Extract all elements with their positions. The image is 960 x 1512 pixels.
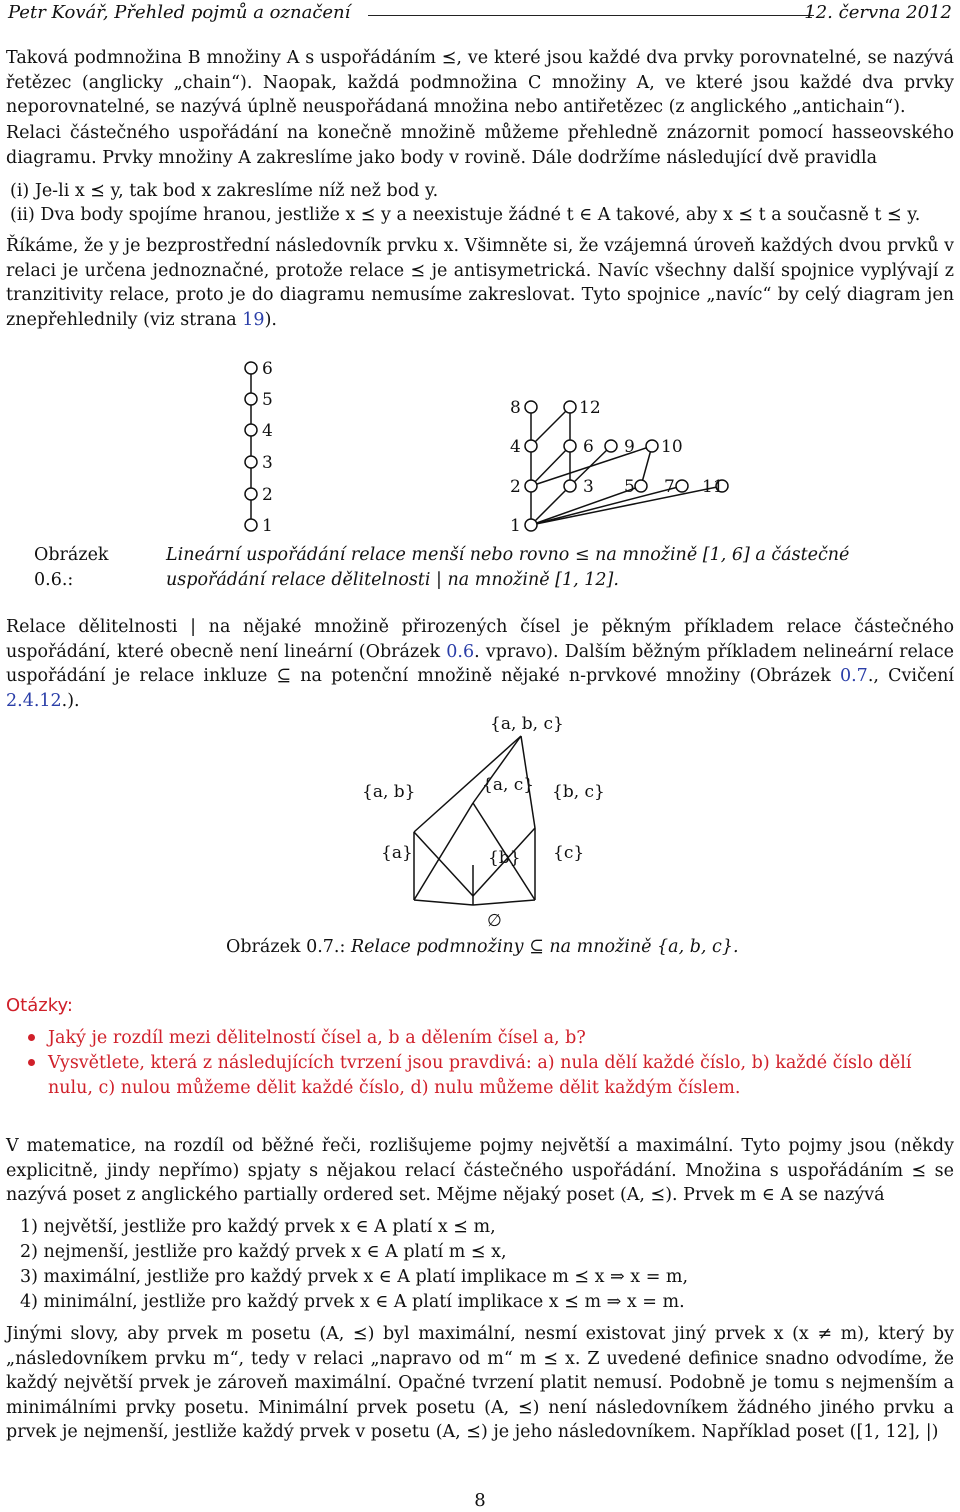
figure-0-7-diagram (0, 700, 960, 940)
figure-0-7-ref-link[interactable]: 0.7 (839, 666, 868, 686)
figure-0-6-caption (166, 543, 936, 593)
div-label-6: 6 (583, 437, 594, 457)
paragraph-successor (6, 234, 954, 332)
div-node-2 (525, 480, 537, 492)
question-1: Jaký je rozdíl mezi dělitelností čísel a, b a dělením čísel a, b? (48, 1028, 586, 1048)
chain-node-3 (245, 456, 257, 468)
figure-0-7-caption (226, 935, 739, 960)
div-label-9: 9 (624, 437, 635, 457)
chain-label-3: 3 (262, 453, 273, 473)
div-node-7 (676, 480, 688, 492)
chain-label-5: 5 (262, 390, 273, 410)
div-node-9 (605, 440, 617, 452)
div-label-3: 3 (583, 477, 594, 497)
div-label-1: 1 (510, 516, 521, 536)
div-label-8: 8 (510, 398, 521, 418)
paragraph-successor-end: ). (264, 309, 277, 330)
figure-0-7-label: Obrázek 0.7.: (226, 937, 346, 957)
rule-ii: (ii) Dva body spojíme hranou, jestliže x ⪯ y a neexistuje žádné t ∈ A takové, aby x ⪯ t a současně t ⪯ y. (10, 205, 921, 225)
chain-label-2: 2 (262, 485, 273, 505)
chain-node-1 (245, 519, 257, 531)
chain-node-4 (245, 424, 257, 436)
paragraph-divisibility-b: . vpravo). Dalším běžným příkladem nelineární relace uspořádání je relace inkluze ⊆ na potenční množině nějaké n-prvkové množiny (Obrázek (6, 641, 954, 686)
div-label-7: 7 (664, 477, 675, 497)
definition-least: 2) nejmenší, jestliže pro každý prvek x ∈ A platí m ⪯ x, (20, 1242, 507, 1262)
paragraph-divisibility (6, 615, 954, 713)
div-node-8 (525, 401, 537, 413)
definition-greatest: 1) největší, jestliže pro každý prvek x ∈ A platí x ⪯ m, (20, 1217, 496, 1237)
header-date: 12. června 2012 (804, 2, 952, 23)
chain-node-5 (245, 393, 257, 405)
chain-node-6 (245, 362, 257, 374)
label-abc: {a, b, c} (490, 714, 564, 734)
paragraph-poset: V matematice, na rozdíl od běžné řeči, rozlišujeme pojmy největší a maximální. Tyto pojmy jsou (někdy explicitně, jindy nepřímo) spjaty s nějakou relací částečného uspořádání. Množina s uspořádáním ⪯ se nazývá poset z anglického partially ordered set. Mějme nějaký poset (A, ⪯). Prvek m ∈ A se nazývá (6, 1136, 954, 1205)
divisibility-diagram (510, 398, 728, 536)
label-ab: {a, b} (362, 782, 416, 802)
header-author-title: Petr Kovář, Přehled pojmů a označení (8, 2, 351, 23)
paragraph-divisibility-a: Relace dělitelnosti | na nějaké množině přirozených čísel je pěkným příkladem relace částečného uspořádání, které obecně není lineární (Obrázek (6, 617, 954, 662)
div-node-4 (525, 440, 537, 452)
paragraph-successor-text: Říkáme, že y je bezprostřední následovník prvku x. Všimněte si, že vzájemná úroveň každých dvou prvků v relaci je určena jednoznačné, protože relace ⪯ je antisymetrická. Navíc všechny další spojnice vyplývají z tranzitivity relace, proto je do diagramu nemusíme zakreslovat. Tyto spojnice „navíc“ by celý diagram jen znepřehlednily (viz strana (6, 236, 954, 330)
label-bc: {b, c} (552, 782, 605, 802)
paragraph-maximal-explanation: Jinými slovy, aby prvek m posetu (A, ⪯) byl maximální, nesmí existovat jiný prvek x (x ≠ m), který by „následovníkem prvku m“, tedy v relaci „napravo od m“ m ⪯ x. Z uvedené definice snadno odvodíme, že každý největší prvek je zároveň maximální. Opačné tvrzení platit nemusí. Podobně je tomu s nejmenším a minimálními prvky posetu. Minimální prvek posetu (A, ⪯) není následovníkem žádného jiného prvku a prvek je nejmenší, jestliže každý prvek v posetu (A, ⪯) je jeho následovníkem. Například poset ([1, 12], |) (6, 1324, 954, 1442)
div-node-5 (635, 480, 647, 492)
paragraph-divisibility-d: .). (61, 690, 80, 711)
chain-node-2 (245, 488, 257, 500)
exercise-ref-link[interactable]: 2.4.12 (6, 690, 62, 711)
div-label-5: 5 (624, 477, 635, 497)
paragraph-hasse-intro: Relaci částečného uspořádání na konečně množině můžeme přehledně znázornit pomocí hasseovského diagramu. Prvky množiny A zakreslíme jako body v rovině. Dále dodržíme následující dvě pravidla (6, 123, 954, 168)
figure-0-6-caption-text: Lineární uspořádání relace menší nebo rovno ≤ na množině [1, 6] a částečné uspořádání relace dělitelnosti | na množině [1, 12]. (166, 545, 850, 590)
definition-minimal: 4) minimální, jestliže pro každý prvek x ∈ A platí implikace x ⪯ m ⇒ x = m. (20, 1292, 685, 1312)
label-a: {a} (381, 843, 413, 863)
div-label-4: 4 (510, 437, 521, 457)
page-ref-link[interactable]: 19 (242, 309, 265, 330)
bullet-icon (28, 1059, 35, 1066)
definition-maximal: 3) maximální, jestliže pro každý prvek x ∈ A platí implikace m ⪯ x ⇒ x = m, (20, 1267, 689, 1287)
figure-0-6-ref-link[interactable]: 0.6 (446, 641, 475, 662)
figure-0-6-label: Obrázek 0.6.: (34, 545, 109, 590)
figure-0-6-diagrams (0, 350, 960, 540)
div-label-2: 2 (510, 477, 521, 497)
bullet-icon (28, 1034, 35, 1041)
header-rule (368, 15, 814, 16)
page-number: 8 (474, 1490, 486, 1511)
questions-heading: Otázky: (6, 995, 73, 1016)
chain-diagram (245, 359, 273, 536)
label-empty-set: ∅ (487, 911, 502, 931)
div-label-12: 12 (579, 398, 601, 418)
chain-label-4: 4 (262, 421, 273, 441)
paragraph-chain-antichain: Taková podmnožina B množiny A s uspořádáním ⪯, ve které jsou každé dva prvky porovnatelné, se nazývá řetězec (anglicky „chain“). Naopak, každá podmnožina C množiny A, ve které jsou každé dva prvky neporovnatelné, se nazývá úplně neuspořádaná množina nebo antiřetězec (z anglického „antichain“). (6, 48, 954, 117)
chain-label-6: 6 (262, 359, 273, 379)
figure-0-7-caption-text: Relace podmnožiny ⊆ na množině {a, b, c}. (350, 937, 739, 957)
div-node-1 (525, 519, 537, 531)
div-label-11: 11 (702, 477, 724, 497)
paragraph-divisibility-c: ., Cvičení (867, 666, 954, 686)
div-node-3 (564, 480, 576, 492)
label-b: {b} (488, 848, 521, 868)
label-c: {c} (553, 843, 585, 863)
running-header (8, 2, 952, 26)
div-node-6 (564, 440, 576, 452)
rule-i: (i) Je-li x ⪯ y, tak bod x zakreslíme níž než bod y. (10, 181, 439, 201)
div-node-12 (564, 401, 576, 413)
div-node-10 (646, 440, 658, 452)
question-2: Vysvětlete, která z následujících tvrzení jsou pravdivá: a) nula dělí každé číslo, b) každé číslo dělí nulu, c) nulou můžeme dělit každé číslo, d) nulu můžeme dělit každým číslem. (48, 1053, 912, 1098)
div-label-10: 10 (661, 437, 683, 457)
label-ac: {a, c} (482, 775, 535, 795)
chain-label-1: 1 (262, 516, 273, 536)
